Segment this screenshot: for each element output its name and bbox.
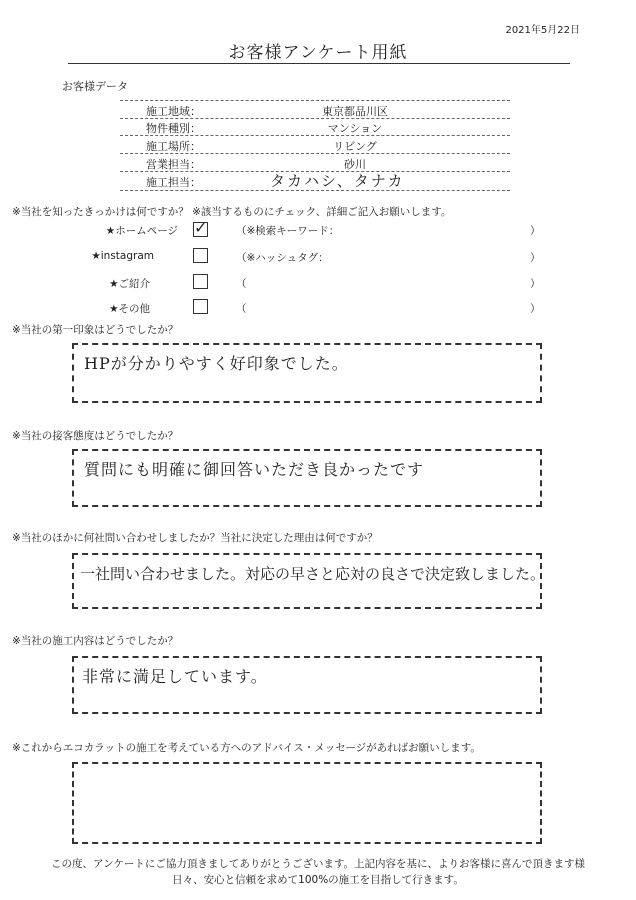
footer-line-2: 日々、安心と信頼を求めて100%の施工を目指して行きます。 (172, 874, 464, 886)
row-value-handwritten: タカハシ、タナカ (270, 172, 405, 190)
row-value: マンション (327, 122, 383, 135)
row-value: 砂川 (344, 158, 366, 171)
option-detail: （ (236, 278, 247, 290)
option-checkbox-other[interactable] (193, 299, 208, 314)
option-detail: （ (236, 303, 247, 315)
option-close: ） (530, 278, 541, 290)
answer-box-advice-message[interactable] (72, 762, 542, 844)
answer-box-customer-service[interactable] (72, 449, 542, 507)
answer-handwritten: 非常に満足しています。 (82, 667, 268, 686)
customer-row-property (120, 118, 510, 136)
customer-row-installer (120, 172, 510, 191)
question-advice-message: ※これからエコカラットの施工を考えている方へのアドバイス・メッセージがあればお願いします。 (12, 742, 481, 754)
question-work-quality: ※当社の施工内容はどうでしたか？ (12, 635, 179, 647)
option-label: ★その他 (109, 303, 150, 315)
question-first-impression: ※当社の第一印象はどうでしたか？ (12, 324, 179, 336)
customer-row-location (120, 136, 510, 154)
page-title: お客様アンケート用紙 (228, 43, 408, 63)
option-label: ★ご紹介 (109, 278, 150, 290)
option-close: ） (530, 252, 541, 264)
footer-message (0, 856, 636, 888)
answer-handwritten: 一社問い合わせました。対応の早さと応対の良さで決定致しました。 (80, 565, 546, 583)
option-close: ） (530, 225, 541, 237)
question-how-found: ※当社を知ったきっかけは何ですか？ ※該当するものにチェック、詳細ご記入お願いします。 (12, 206, 452, 218)
survey-date: 2021年5月22日 (505, 25, 580, 36)
option-checkbox-instagram[interactable] (193, 248, 208, 263)
customer-row-area (120, 100, 510, 119)
title-underline (68, 63, 570, 64)
answer-box-first-impression[interactable] (72, 343, 542, 403)
option-checkbox-homepage[interactable] (193, 218, 208, 237)
row-label: 施工担当： (146, 176, 201, 189)
row-label: 営業担当： (146, 158, 201, 171)
option-label: ★instagram (91, 250, 154, 262)
answer-box-other-companies[interactable] (72, 553, 546, 609)
row-value: 東京都品川区 (322, 105, 388, 118)
row-label: 施工場所： (146, 140, 201, 153)
option-close: ） (530, 303, 541, 315)
row-label: 物件種別： (146, 122, 201, 135)
question-customer-service: ※当社の接客態度はどうでしたか？ (12, 430, 179, 442)
footer-line-1: この度、アンケートにご協力頂きましてありがとうございます。上記内容を基に、よりお客様に喜んで頂きます様 (50, 858, 586, 870)
option-detail: （※ハッシュタグ： (236, 252, 329, 264)
option-detail: （※検索キーワード： (236, 225, 340, 237)
option-label: ★ホームページ (105, 225, 178, 237)
answer-handwritten: HPが分かりやすく好印象でした。 (84, 354, 349, 373)
answer-box-work-quality[interactable] (72, 656, 542, 714)
check-mark-icon: ✓ (194, 218, 208, 237)
option-checkbox-referral[interactable] (193, 274, 208, 289)
customer-data-label: お客様データ (62, 80, 128, 93)
row-value: リビング (333, 140, 377, 153)
answer-handwritten: 質問にも明確に御回答いただき良かったです (84, 460, 425, 479)
row-label: 施工地域： (146, 105, 201, 118)
question-other-companies: ※当社のほかに何社問い合わせしましたか？当社に決定した理由は何ですか？ (12, 532, 378, 544)
